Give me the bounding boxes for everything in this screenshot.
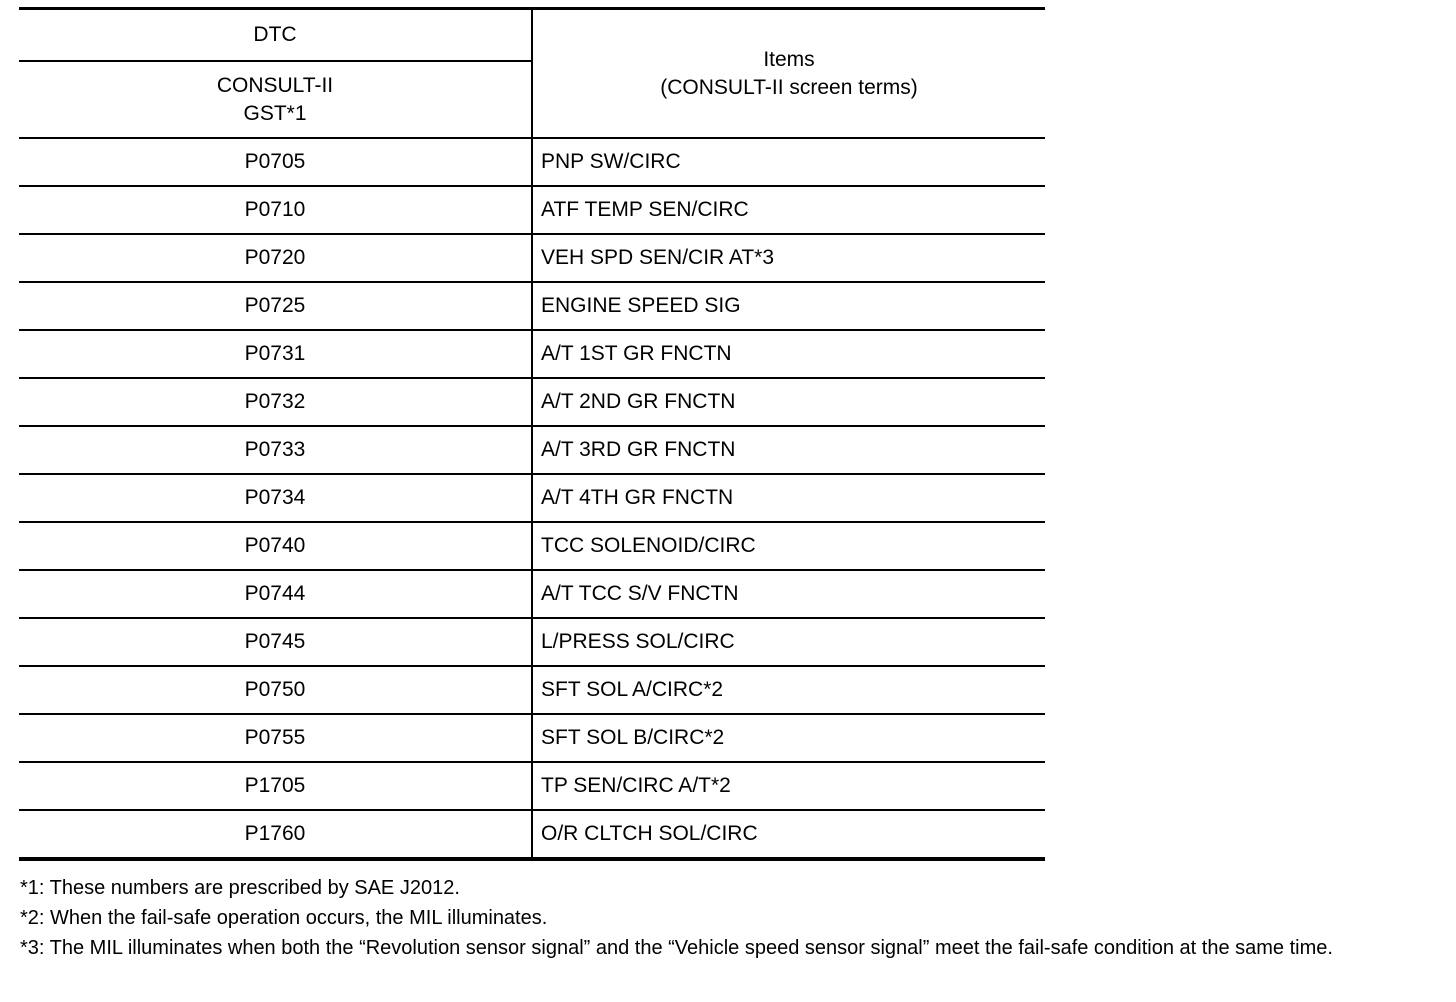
- dtc-rows: [19, 138, 1045, 859]
- table-row: [19, 330, 1045, 378]
- header-items: [532, 9, 1045, 139]
- table-row: [19, 714, 1045, 762]
- table-row: [19, 282, 1045, 330]
- table-row: [19, 666, 1045, 714]
- dtc-item-cell: TCC SOLENOID/CIRC: [532, 522, 1045, 570]
- dtc-table: [19, 7, 1045, 861]
- dtc-code-cell: P0731: [19, 330, 532, 378]
- dtc-item-cell: A/T 3RD GR FNCTN: [532, 426, 1045, 474]
- footnotes: [20, 874, 1450, 964]
- table-row: [19, 474, 1045, 522]
- dtc-item-cell: A/T 2ND GR FNCTN: [532, 378, 1045, 426]
- footnote-3: *3: The MIL illuminates when both the “Revolution sensor signal” and the “Vehicle speed sensor signal” meet the fail-safe condition at the same time.: [20, 937, 1333, 959]
- dtc-item-cell: O/R CLTCH SOL/CIRC: [532, 810, 1045, 859]
- dtc-code-cell: P0745: [19, 618, 532, 666]
- header-consult-label: CONSULT-II: [216, 73, 334, 97]
- dtc-item-cell: SFT SOL A/CIRC*2: [532, 666, 1045, 714]
- table-row: [19, 378, 1045, 426]
- header-items-subtitle: (CONSULT-II screen terms): [660, 75, 918, 99]
- dtc-code-cell: P1760: [19, 810, 532, 859]
- dtc-code-cell: P0725: [19, 282, 532, 330]
- dtc-item-cell: L/PRESS SOL/CIRC: [532, 618, 1045, 666]
- dtc-item-cell: TP SEN/CIRC A/T*2: [532, 762, 1045, 810]
- table-row: [19, 762, 1045, 810]
- dtc-item-cell: A/T 1ST GR FNCTN: [532, 330, 1045, 378]
- table-row: [19, 234, 1045, 282]
- header-dtc: DTC: [19, 9, 532, 62]
- table-row: [19, 186, 1045, 234]
- dtc-code-cell: P0755: [19, 714, 532, 762]
- dtc-item-cell: ENGINE SPEED SIG: [532, 282, 1045, 330]
- table-row: [19, 138, 1045, 186]
- dtc-code-cell: P0705: [19, 138, 532, 186]
- dtc-code-cell: P0720: [19, 234, 532, 282]
- dtc-item-cell: SFT SOL B/CIRC*2: [532, 714, 1045, 762]
- dtc-item-cell: PNP SW/CIRC: [532, 138, 1045, 186]
- header-items-title: Items: [763, 47, 815, 71]
- dtc-code-cell: P0710: [19, 186, 532, 234]
- footnote-2: *2: When the fail-safe operation occurs, the MIL illuminates.: [20, 907, 548, 929]
- table-row: [19, 618, 1045, 666]
- dtc-item-cell: A/T TCC S/V FNCTN: [532, 570, 1045, 618]
- dtc-code-cell: P0733: [19, 426, 532, 474]
- table-row: [19, 810, 1045, 859]
- header-gst-label: GST*1: [243, 101, 307, 125]
- table-row: [19, 522, 1045, 570]
- table-row: [19, 426, 1045, 474]
- footnote-1: *1: These numbers are prescribed by SAE J2012.: [20, 877, 460, 899]
- header-consult-gst: [19, 61, 532, 138]
- table-row: [19, 570, 1045, 618]
- dtc-code-cell: P0734: [19, 474, 532, 522]
- dtc-code-cell: P0744: [19, 570, 532, 618]
- dtc-code-cell: P1705: [19, 762, 532, 810]
- dtc-item-cell: VEH SPD SEN/CIR AT*3: [532, 234, 1045, 282]
- header-row: [19, 9, 1045, 62]
- dtc-item-cell: A/T 4TH GR FNCTN: [532, 474, 1045, 522]
- dtc-code-cell: P0732: [19, 378, 532, 426]
- dtc-code-cell: P0750: [19, 666, 532, 714]
- dtc-item-cell: ATF TEMP SEN/CIRC: [532, 186, 1045, 234]
- dtc-code-cell: P0740: [19, 522, 532, 570]
